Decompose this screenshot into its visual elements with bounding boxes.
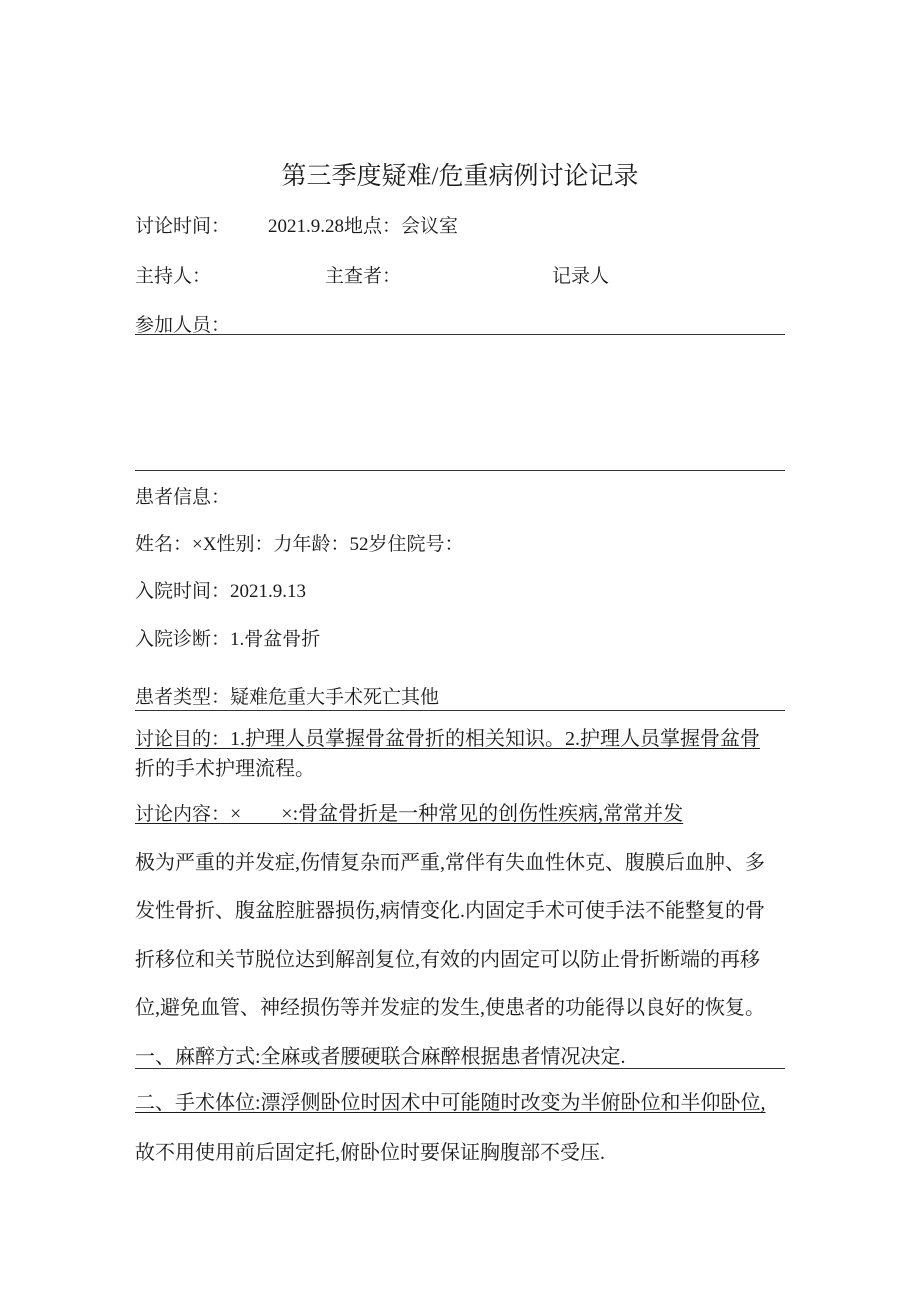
content-text-3: 发性骨折、腹盆腔脏器损伤,病情变化.内固定手术可使手法不能整复的骨 [135, 900, 765, 922]
gender-value: 力 [273, 533, 293, 555]
anesthesia-rule [135, 1068, 785, 1069]
meeting-time-row [135, 211, 458, 238]
checker-label: 主查者： [325, 265, 402, 287]
anesthesia-line: 一、麻醉方式:全麻或者腰硬联合麻醉根据患者情况决定. [135, 1046, 626, 1068]
position-text-1: 二、手术体位:漂浮侧卧位时因术中可能随时改变为半俯卧位和半仰卧位, [135, 1092, 766, 1114]
participants-label: 参加人员： [135, 314, 231, 336]
content-row [135, 797, 683, 826]
diagnosis-label: 入院诊断： [135, 628, 231, 650]
diagnosis-value: 1.骨盆骨折 [230, 629, 321, 650]
time-value: 2021.9.28 [268, 216, 345, 237]
content-text-2: 极为严重的并发症,伤情复杂而严重,常伴有失血性休克、腹膜后血肿、多 [135, 852, 765, 874]
age-label: 年龄： [292, 533, 350, 555]
page-title: 第三季度疑难/危重病例讨论记录 [281, 163, 639, 190]
admission-time-row [135, 576, 306, 603]
patient-type-value: 疑难危重大手术死亡其他 [230, 687, 440, 708]
content-text-5: 位,避免血管、神经损伤等并发症的发生,使患者的功能得以良好的恢复。 [135, 997, 765, 1019]
participants-row [135, 310, 230, 337]
position-text-2: 故不用使用前后固定托,俯卧位时要保证胸腹部不受压. [135, 1142, 605, 1164]
recorder-label: 记录人 [552, 265, 610, 287]
admission-no-label: 住院号： [387, 533, 464, 555]
gender-label: 性别： [216, 533, 274, 555]
patient-type-rule [135, 710, 785, 711]
purpose-label: 讨论目的： [135, 728, 231, 750]
place-label: 地点： [344, 215, 402, 237]
content-names: × ×: [230, 803, 299, 825]
patient-type-row [135, 682, 439, 709]
participants-rule [135, 334, 785, 335]
content-text-4: 折移位和关节脱位达到解剖复位,有效的内固定可以防止骨折断端的再移 [135, 949, 760, 971]
host-label: 主持人： [135, 265, 212, 287]
content-text-1: 骨盆骨折是一种常见的创伤性疾病,常常并发 [298, 803, 684, 825]
meeting-people-row [135, 261, 610, 288]
diagnosis-row [135, 624, 320, 651]
name-label: 姓名： [135, 533, 193, 555]
name-value: ×X [192, 534, 217, 555]
section-divider [135, 470, 785, 471]
admission-time-label: 入院时间： [135, 580, 231, 602]
purpose-row [135, 722, 760, 751]
purpose-text-1: 1.护理人员掌握骨盆骨折的相关知识。2.护理人员掌握骨盆骨 [230, 728, 761, 750]
patient-section-label: 患者信息： [135, 486, 231, 508]
time-label: 讨论时间： [135, 215, 231, 237]
admission-time-value: 2021.9.13 [230, 581, 307, 602]
place-value: 会议室 [401, 216, 459, 237]
age-unit: 岁 [368, 534, 388, 555]
purpose-text-2: 折的手术护理流程。 [135, 758, 315, 780]
patient-type-label: 患者类型： [135, 686, 231, 708]
content-label: 讨论内容： [135, 803, 231, 825]
age-value: 52 [349, 534, 369, 555]
patient-basic-row [135, 529, 464, 556]
patient-section-row [135, 482, 230, 509]
